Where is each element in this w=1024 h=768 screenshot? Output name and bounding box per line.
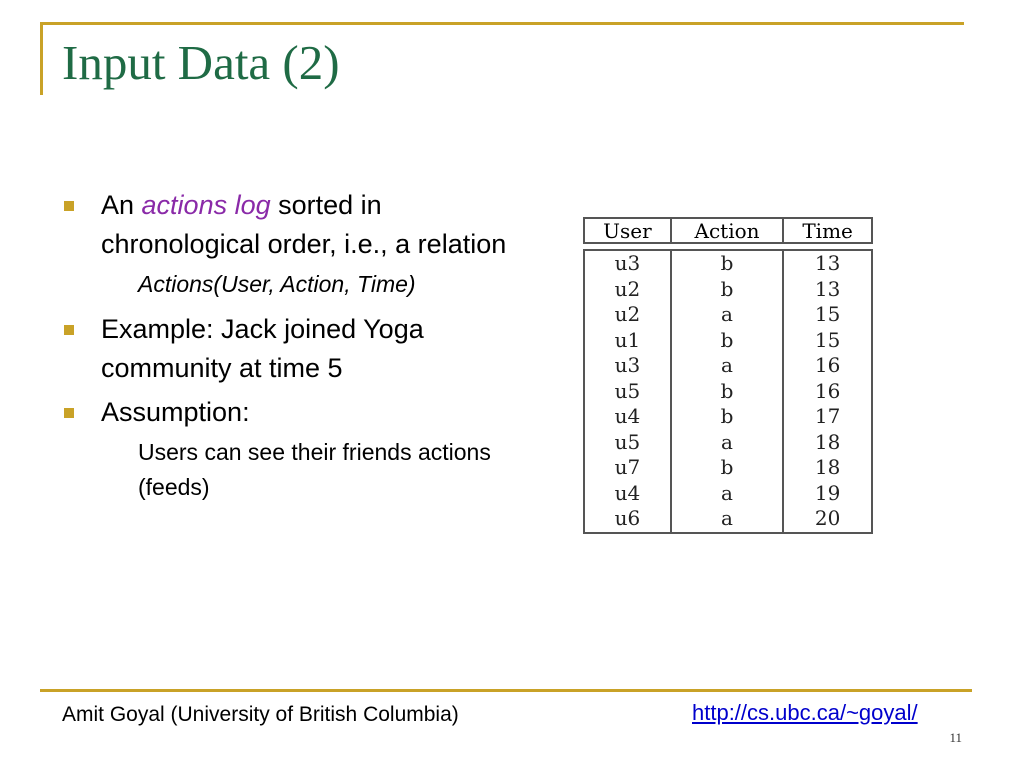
page-number: 11 — [949, 730, 962, 745]
bullet-text-suffix: sorted in chronological order, i.e., a relation — [101, 190, 507, 259]
cell-action: b — [672, 404, 784, 430]
cell-action: b — [672, 455, 784, 481]
square-bullet-icon — [64, 201, 74, 211]
table-row — [585, 506, 871, 532]
cell-action: b — [672, 379, 784, 405]
actions-table — [583, 217, 873, 534]
table-row — [585, 251, 871, 277]
cell-time: 13 — [814, 276, 841, 301]
footer-author: Amit Goyal (University of British Columbia) — [62, 703, 459, 726]
table-row — [585, 302, 871, 328]
cell-action: a — [672, 430, 784, 456]
header-action: Action — [672, 219, 784, 242]
sub-bullet-relation: Actions(User, Action, Time) — [138, 271, 416, 297]
square-bullet-icon — [64, 325, 74, 335]
cell-user: u2 — [585, 302, 672, 328]
cell-time: 18 — [814, 429, 841, 454]
cell-action: a — [672, 353, 784, 379]
header-time: Time — [802, 219, 853, 243]
cell-action: b — [672, 251, 784, 277]
cell-time: 16 — [814, 353, 841, 377]
sub-bullet-assumption: Users can see their friends actions (feeds) — [138, 439, 491, 500]
bullet-list — [60, 186, 510, 513]
cell-time: 18 — [814, 455, 841, 479]
cell-user: u6 — [585, 506, 672, 532]
cell-time: 16 — [814, 378, 841, 403]
cell-action: b — [672, 328, 784, 354]
table-row — [585, 481, 871, 507]
table-row — [585, 353, 871, 379]
bullet-emphasis-text: actions log — [141, 190, 271, 220]
table-row — [585, 430, 871, 456]
cell-time: 13 — [814, 251, 841, 275]
slide-title: Input Data (2) — [62, 35, 340, 90]
cell-time: 19 — [814, 480, 841, 505]
top-border-rule — [40, 22, 964, 25]
cell-time: 17 — [814, 404, 841, 428]
cell-user: u3 — [585, 353, 672, 379]
bullet-text-prefix: An — [101, 190, 142, 220]
cell-time: 15 — [814, 302, 841, 326]
header-user: User — [585, 219, 672, 242]
cell-user: u5 — [585, 430, 672, 456]
cell-action: b — [672, 277, 784, 303]
cell-user: u3 — [585, 251, 672, 277]
square-bullet-icon — [64, 408, 74, 418]
cell-action: a — [672, 302, 784, 328]
table-body — [583, 249, 873, 534]
cell-user: u7 — [585, 455, 672, 481]
cell-action: a — [672, 506, 784, 532]
cell-time: 20 — [814, 506, 841, 530]
table-row — [585, 328, 871, 354]
cell-user: u4 — [585, 481, 672, 507]
cell-time: 15 — [814, 327, 841, 352]
bullet-text: Assumption: — [101, 397, 250, 427]
bullet-item-actions-log — [60, 186, 510, 264]
cell-user: u1 — [585, 328, 672, 354]
cell-user: u5 — [585, 379, 672, 405]
footer-link[interactable]: http://cs.ubc.ca/~goyal/ — [692, 700, 918, 725]
table-row — [585, 455, 871, 481]
bullet-item-assumption — [60, 393, 510, 432]
table-row — [585, 379, 871, 405]
bullet-text: Example: Jack joined Yoga community at time 5 — [101, 314, 424, 383]
cell-user: u4 — [585, 404, 672, 430]
bullet-item-example — [60, 310, 510, 388]
cell-action: a — [672, 481, 784, 507]
table-row — [585, 277, 871, 303]
table-header — [583, 217, 873, 244]
footer-rule — [40, 689, 972, 692]
table-row — [585, 404, 871, 430]
left-border-rule — [40, 22, 43, 95]
cell-user: u2 — [585, 277, 672, 303]
